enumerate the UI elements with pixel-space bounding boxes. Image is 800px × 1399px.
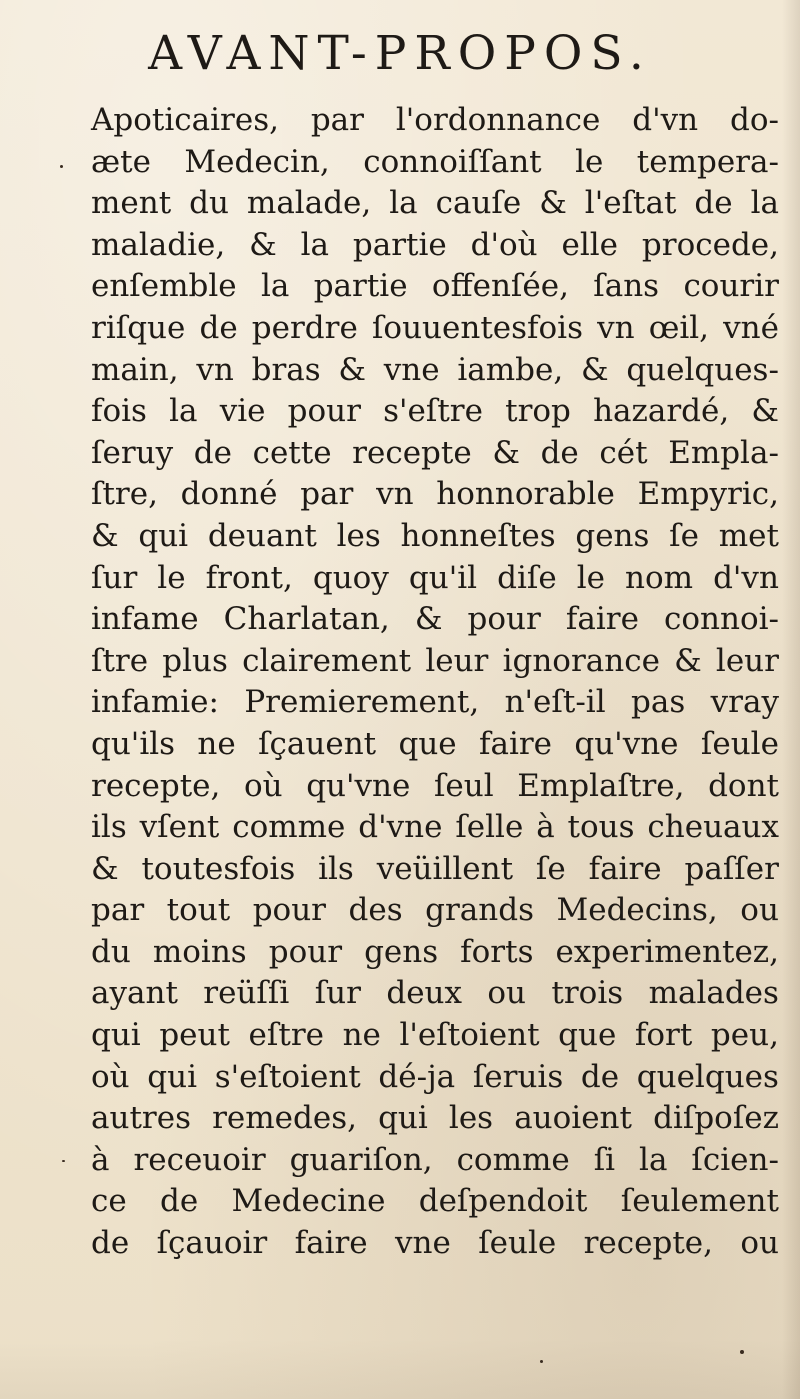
text-line: qui peut eſtre ne l'eſtoient que fort peu,: [91, 1017, 779, 1054]
text-line: enſemble la partie offenſée, ſans courir: [91, 268, 779, 305]
text-line: où qui s'eſtoient dé-ja ſeruis de quelques: [91, 1058, 779, 1095]
text-line: & qui deuant les honneſtes gens ſe met: [91, 517, 779, 554]
text-line: ſeruy de cette recepte & de cét Empla-: [91, 434, 779, 471]
text-line: recepte, où qu'vne ſeul Emplaſtre, dont: [91, 767, 779, 804]
text-line: riſque de perdre ſouuentesfois vn œil, vné: [91, 309, 779, 346]
text-line: infamie: Premierement, n'eſt-il pas vray: [91, 684, 779, 721]
text-line: du moins pour gens forts experimentez,: [91, 933, 779, 970]
ink-speck: [60, 165, 63, 168]
ink-speck: [740, 1350, 744, 1354]
text-line: ſur le front, quoy qu'il diſe le nom d'vn: [91, 559, 779, 596]
text-line: maladie, & la partie d'où elle procede,: [91, 226, 779, 263]
text-line: & toutesfois ils veüillent ſe faire paſſer: [91, 850, 779, 887]
text-line: fois la vie pour s'eſtre trop hazardé, &: [91, 393, 779, 430]
text-line: infame Charlatan, & pour faire connoi-: [91, 601, 779, 638]
text-line: ſtre plus clairement leur ignorance & leur: [91, 642, 779, 679]
text-line: à receuoir guariſon, comme ſi la ſcien-: [91, 1141, 779, 1178]
text-line: Apoticaires, par l'ordonnance d'vn do-: [91, 102, 779, 138]
text-line: par tout pour des grands Medecins, ou: [91, 892, 779, 929]
ink-speck: [540, 1360, 543, 1363]
running-head: AVANT-PROPOS.: [148, 26, 652, 81]
text-line: ayant reüſſi ſur deux ou trois malades: [91, 975, 779, 1012]
text-line: ſtre, donné par vn honnorable Empyric,: [91, 476, 779, 513]
text-line: de ſçauoir faire vne ſeule recepte, ou: [91, 1225, 779, 1262]
text-line: æte Medecin, connoiſſant le tempera-: [91, 143, 779, 180]
ink-speck: [62, 1160, 65, 1162]
text-line: ment du malade, la cauſe & l'eſtat de la: [91, 185, 779, 222]
text-line: ce de Medecine deſpendoit ſeulement: [91, 1183, 779, 1220]
page-bottom-shading: [0, 1339, 800, 1399]
text-line: main, vn bras & vne iambe, & quelques-: [91, 351, 779, 388]
text-line: qu'ils ne ſçauent que faire qu'vne ſeule: [91, 725, 779, 762]
text-line: ils vſent comme d'vne ſelle à tous cheuaux: [91, 809, 779, 846]
page-edge-shadow: [782, 0, 800, 1399]
body-text: [91, 100, 779, 1290]
text-line: autres remedes, qui les auoient diſpoſez: [91, 1100, 779, 1137]
